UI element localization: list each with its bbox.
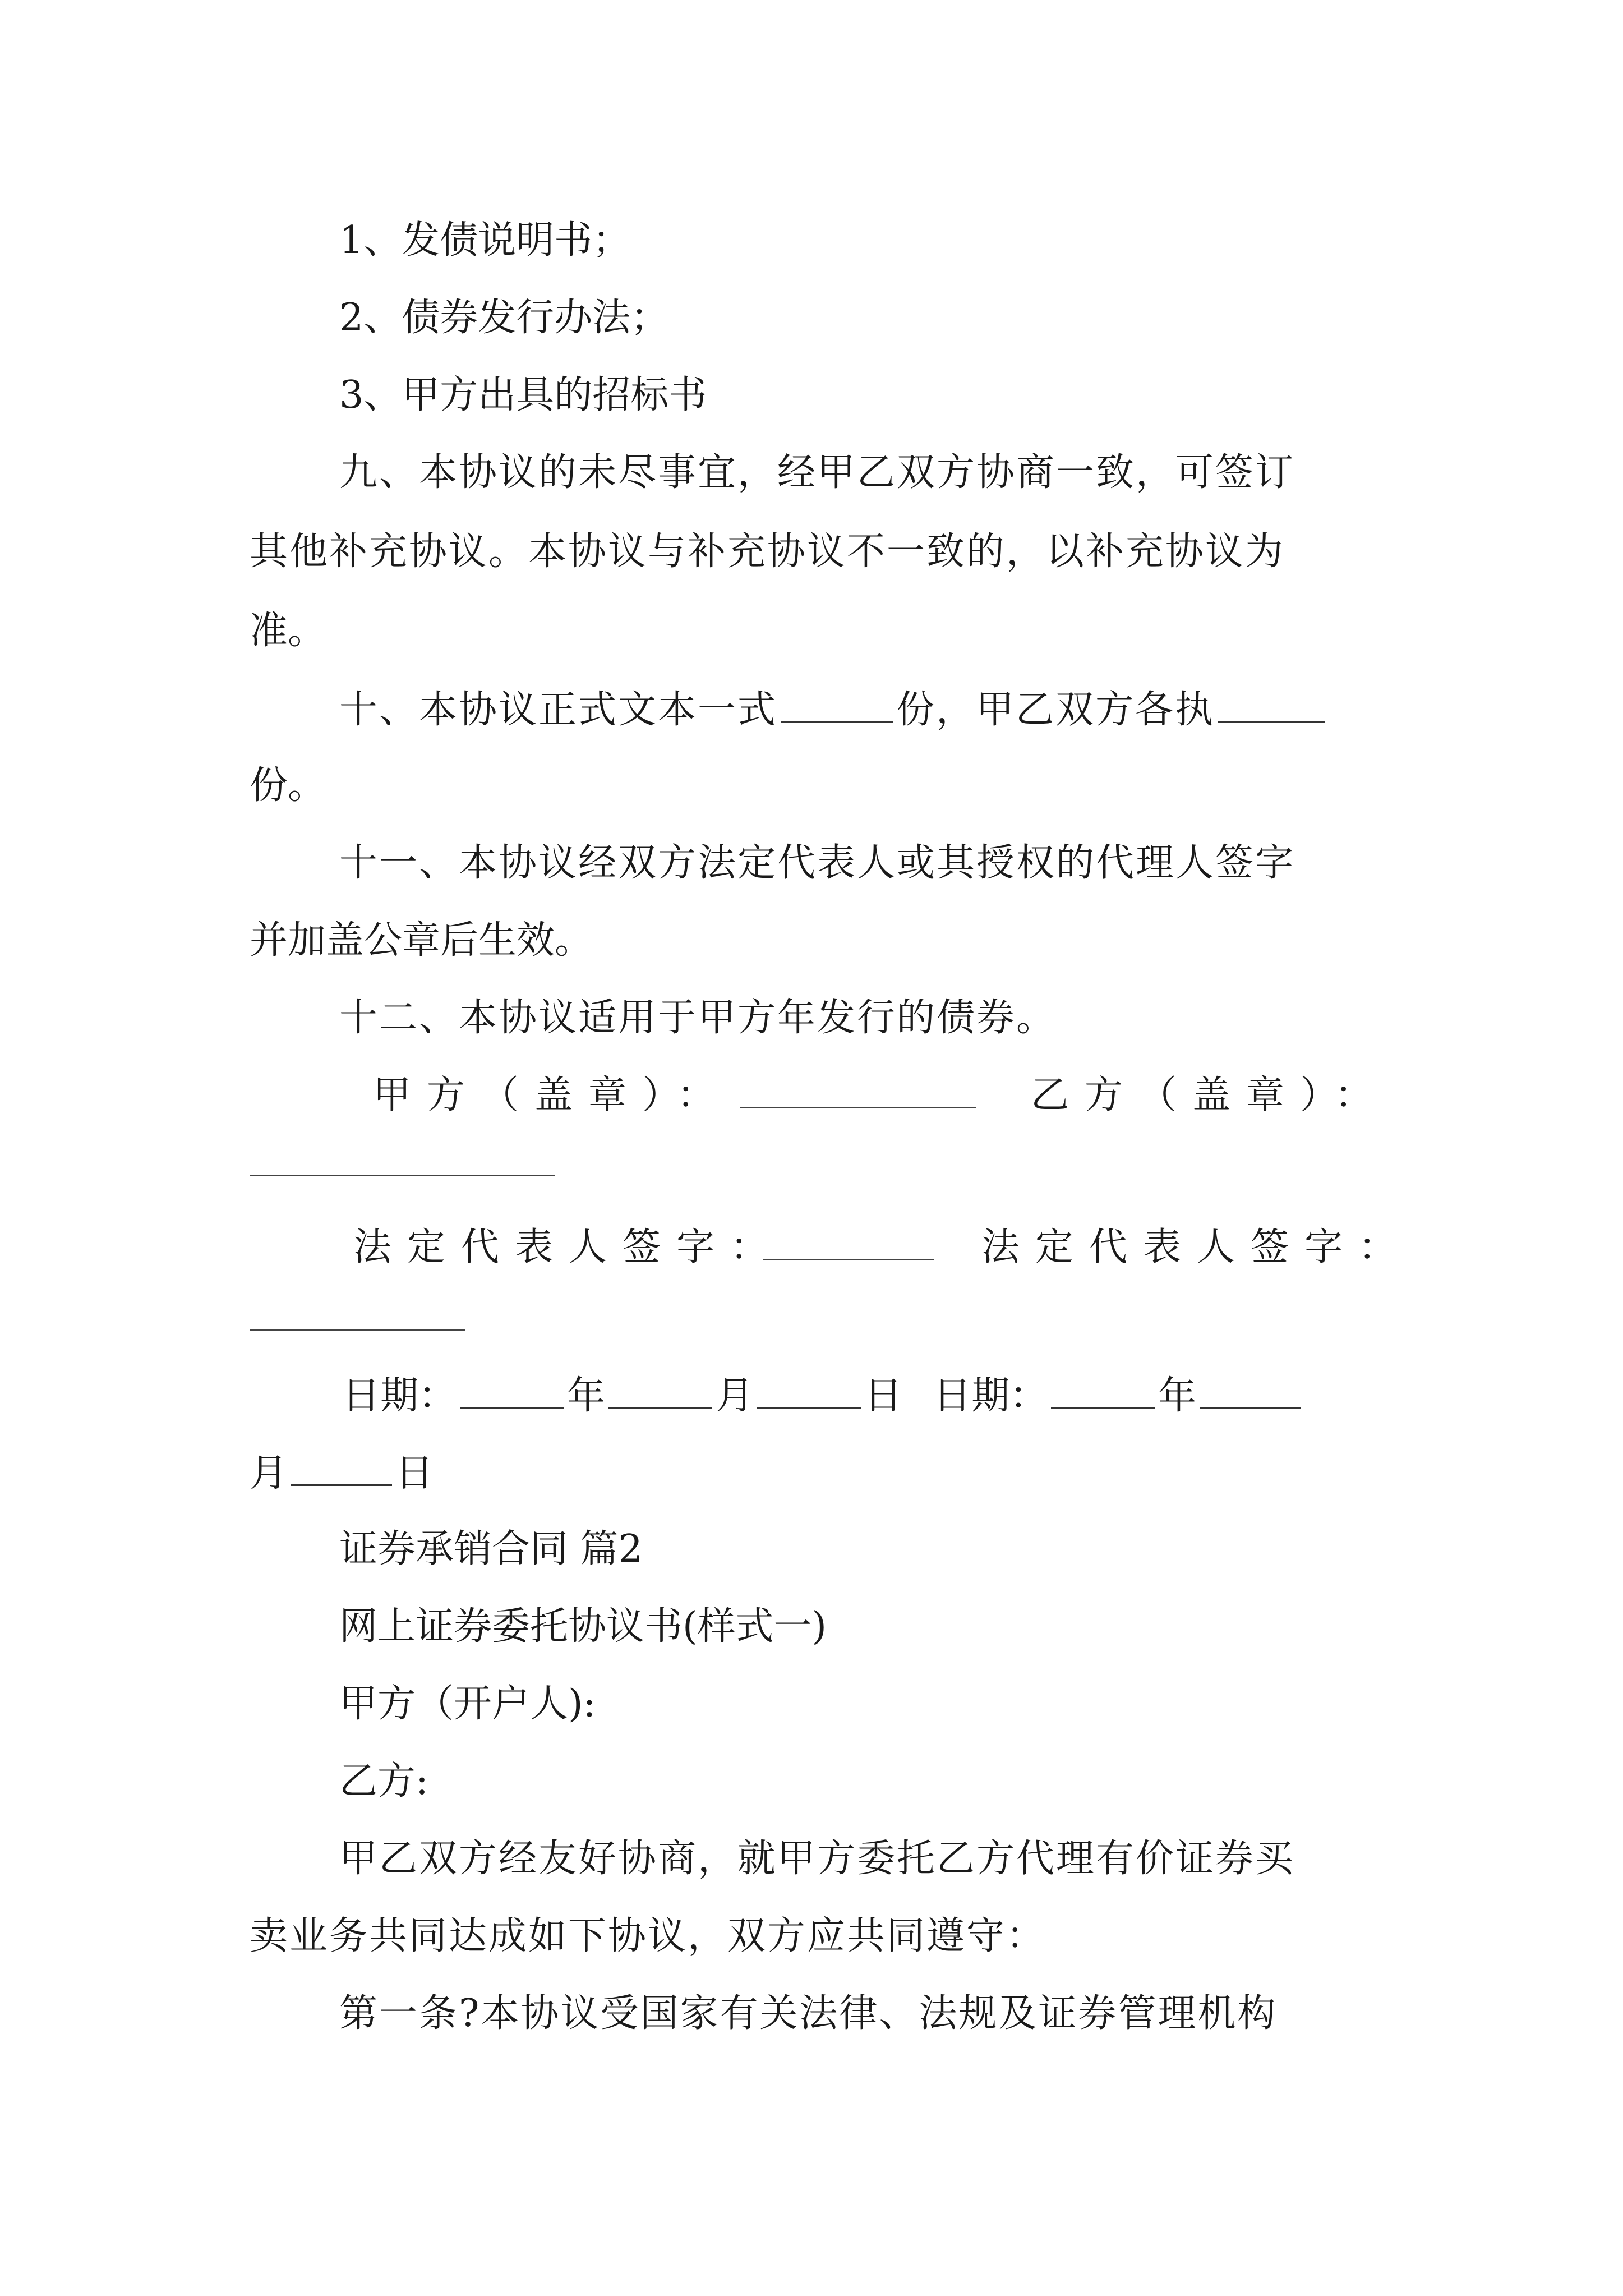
clause-9-line-3: 准。 — [250, 609, 326, 653]
copies-each-blank — [1218, 689, 1325, 723]
party-a-label: 甲方（开户人): — [339, 1682, 596, 1726]
party-b-month-label: 月 — [250, 1451, 288, 1496]
party-b-rep-sign-label: 法定代表人签字： — [981, 1225, 1413, 1269]
clause-12: 十二、本协议适用于甲方年发行的债券。 — [339, 996, 1057, 1040]
party-a-day-label: 日 — [864, 1374, 903, 1418]
party-a-month-label: 月 — [716, 1374, 754, 1418]
party-b-rep-sign-blank — [250, 1329, 465, 1331]
party-a-day-blank — [757, 1375, 861, 1409]
party-b-label: 乙方: — [339, 1759, 428, 1803]
party-a-year-blank — [460, 1375, 564, 1409]
party-a-date-label: 日期： — [342, 1374, 457, 1418]
clause-10-text-a: 十、本协议正式文本一式 — [339, 688, 778, 732]
clause-9-line-2: 其他补充协议。本协议与补充协议不一致的，以补充协议为 — [250, 530, 1285, 574]
party-a-seal-label: 甲方（盖章）： — [373, 1073, 731, 1117]
party-b-day-blank — [291, 1453, 392, 1486]
clause-9-line-1: 九、本协议的未尽事宜，经甲乙双方协商一致，可签订 — [339, 450, 1295, 495]
clause-11-line-1: 十一、本协议经双方法定代表人或其授权的代理人签字 — [339, 841, 1295, 885]
party-b-month-blank — [1200, 1375, 1301, 1409]
clause-10-line-1 — [339, 688, 1328, 732]
clause-10-line-2: 份。 — [250, 763, 326, 808]
intro-line-2: 卖业务共同达成如下协议，双方应共同遵守： — [250, 1914, 1046, 1958]
clause-10-text-b: 份，甲乙双方各执 — [896, 688, 1215, 732]
party-a-rep-sign-blank — [763, 1259, 934, 1260]
party-b-year-blank — [1051, 1375, 1155, 1409]
party-b-date-label: 日期： — [933, 1374, 1048, 1418]
party-a-seal-blank — [740, 1107, 976, 1108]
list-item-prospectus: 1、发债说明书； — [339, 218, 631, 263]
party-a-month-blank — [608, 1375, 712, 1409]
party-b-seal-blank — [250, 1175, 555, 1176]
date-line-1 — [342, 1374, 1304, 1418]
intro-line-1: 甲乙双方经友好协商，就甲方委托乙方代理有价证券买 — [339, 1837, 1295, 1881]
agreement-title: 网上证券委托协议书(样式一) — [339, 1604, 827, 1649]
clause-11-line-2: 并加盖公章后生效。 — [250, 918, 593, 963]
list-item-tender-document: 3、甲方出具的招标书 — [339, 373, 707, 417]
party-a-year-label: 年 — [567, 1374, 606, 1418]
party-b-seal-label: 乙方（盖章）： — [1031, 1073, 1389, 1117]
party-b-day-label: 日 — [395, 1451, 434, 1496]
party-b-year-label: 年 — [1158, 1374, 1197, 1418]
date-line-2 — [250, 1451, 434, 1496]
copies-total-blank — [781, 689, 893, 723]
section-title: 证券承销合同 篇2 — [339, 1527, 643, 1571]
list-item-issuance-method: 2、债券发行办法； — [339, 296, 669, 340]
article-1-line-1: 第一条?本协议受国家有关法律、法规及证券管理机构 — [339, 1991, 1278, 2036]
party-a-rep-sign-label: 法定代表人签字： — [353, 1225, 785, 1269]
